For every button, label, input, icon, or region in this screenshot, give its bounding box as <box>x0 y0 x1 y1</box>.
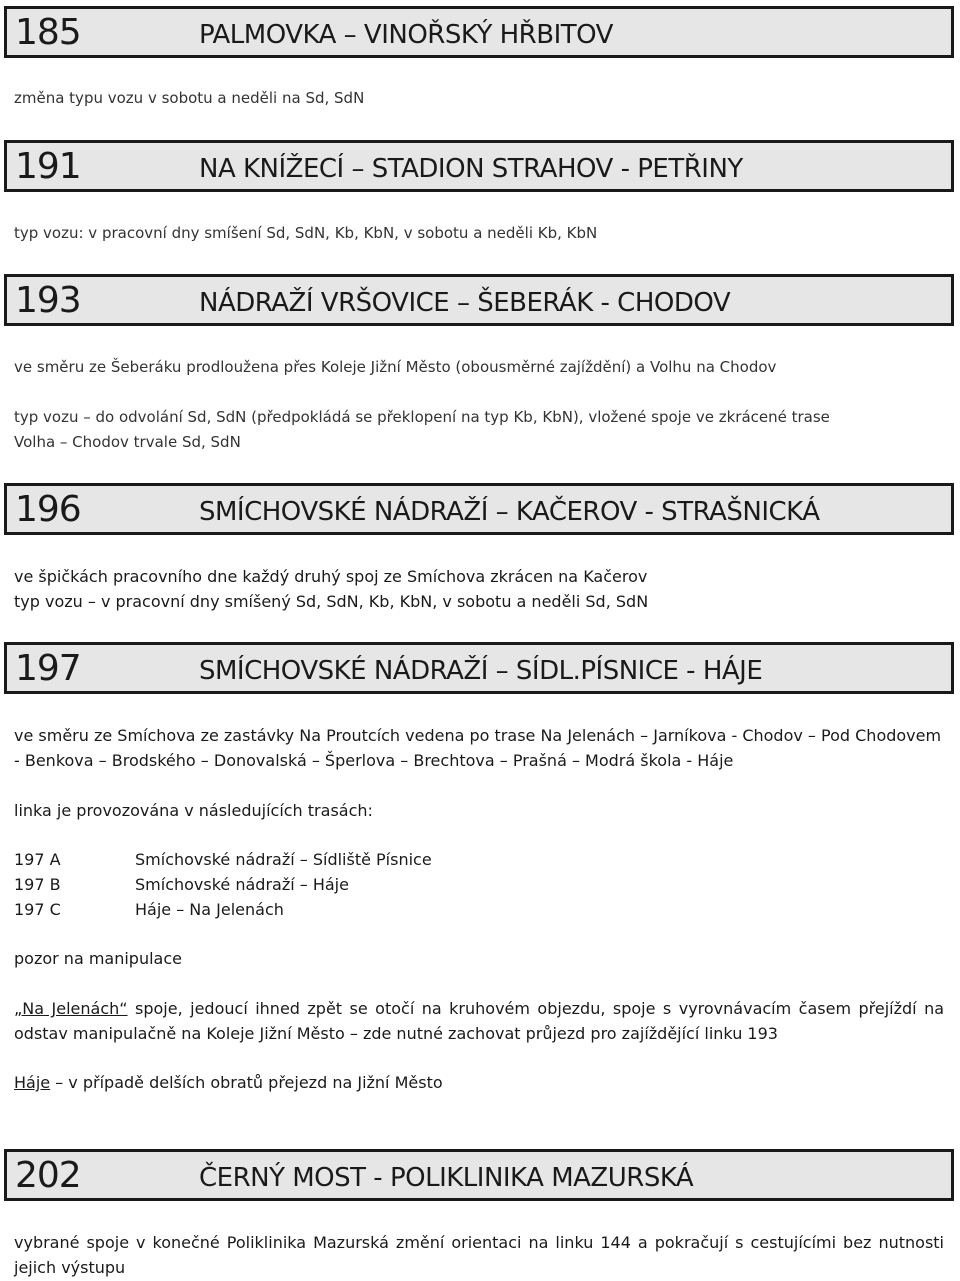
line-number: 193 <box>15 280 81 321</box>
variant-row <box>14 873 944 898</box>
line-202-note: vybrané spoje v konečné Poliklinika Mazurská změní orientaci na linku 144 a pokračují s cestujícími bez nutnosti jejich výstupu <box>14 1233 944 1277</box>
line-193-note-vehicle-cont: Volha – Chodov trvale Sd, SdN <box>14 433 241 451</box>
variant-row <box>14 848 944 873</box>
variant-code: 197 A <box>14 850 61 869</box>
manipulation-text: – v případě delších obratů přejezd na Jižní Město <box>50 1073 443 1092</box>
line-191-note: typ vozu: v pracovní dny smíšení Sd, SdN, Kb, KbN, v sobotu a neděli Kb, KbN <box>14 224 598 242</box>
line-number: 197 <box>15 648 81 689</box>
manipulation-note-haje <box>14 1071 944 1096</box>
variant-route: Smíchovské nádraží – Sídliště Písnice <box>135 850 432 869</box>
line-202-header <box>4 1149 954 1201</box>
variant-row <box>14 898 944 923</box>
line-196-note-peak: ve špičkách pracovního dne každý druhý spoj ze Smíchova zkrácen na Kačerov <box>14 567 648 586</box>
manipulation-warning: pozor na manipulace <box>14 949 182 968</box>
line-185-header <box>4 6 954 58</box>
line-title: ČERNÝ MOST - POLIKLINIKA MAZURSKÁ <box>199 1163 694 1193</box>
variant-code: 197 C <box>14 900 61 919</box>
line-title: SMÍCHOVSKÉ NÁDRAŽÍ – SÍDL.PÍSNICE - HÁJE <box>199 656 763 686</box>
manipulation-label: „Na Jelenách“ <box>14 999 128 1018</box>
line-number: 202 <box>15 1155 81 1196</box>
line-193-note-vehicle: typ vozu – do odvolání Sd, SdN (předpokládá se překlopení na typ Kb, KbN), vložené spoje ve zkrácené trase <box>14 408 830 426</box>
line-191-header <box>4 140 954 192</box>
line-197-header <box>4 642 954 694</box>
line-title: SMÍCHOVSKÉ NÁDRAŽÍ – KAČEROV - STRAŠNICKÁ <box>199 497 820 527</box>
variant-code: 197 B <box>14 875 61 894</box>
line-197-note-variants-intro: linka je provozována v následujících trasách: <box>14 801 373 820</box>
line-196-header <box>4 483 954 535</box>
manipulation-label: Háje <box>14 1073 51 1092</box>
line-title: NÁDRAŽÍ VRŠOVICE – ŠEBERÁK - CHODOV <box>199 288 731 318</box>
line-title: PALMOVKA – VINOŘSKÝ HŘBITOV <box>199 20 613 50</box>
line-number: 191 <box>15 146 81 187</box>
variant-route: Smíchovské nádraží – Háje <box>135 875 349 894</box>
line-185-note: změna typu vozu v sobotu a neděli na Sd, SdN <box>14 89 365 107</box>
manipulation-note-na-jelenach <box>14 997 944 1046</box>
line-title: NA KNÍŽECÍ – STADION STRAHOV - PETŘINY <box>199 154 743 184</box>
line-193-note-route: ve směru ze Šeberáku prodloužena přes Koleje Jižní Město (obousměrné zajíždění) a Volhu na Chodov <box>14 358 777 376</box>
line-number: 196 <box>15 489 81 530</box>
line-196-note-vehicle: typ vozu – v pracovní dny smíšený Sd, SdN, Kb, KbN, v sobotu a neděli Sd, SdN <box>14 592 649 611</box>
line-193-header <box>4 274 954 326</box>
variant-route: Háje – Na Jelenách <box>135 900 284 919</box>
line-number: 185 <box>15 12 81 53</box>
manipulation-text: spoje, jedoucí ihned zpět se otočí na kruhovém objezdu, spoje s vyrovnávacím časem přejíždí na odstav manipulačně na Koleje Jižní Město – zde nutné zachovat průjezd pro zajíždějící linku 193 <box>14 999 945 1043</box>
line-197-note-route: ve směru ze Smíchova ze zastávky Na Proutcích vedena po trase Na Jelenách – Jarníkova - Chodov – Pod Chodovem - Benkova – Brodského – Donovalská – Šperlova – Brechtova – Prašná – Modrá škola - Háje <box>14 726 942 770</box>
